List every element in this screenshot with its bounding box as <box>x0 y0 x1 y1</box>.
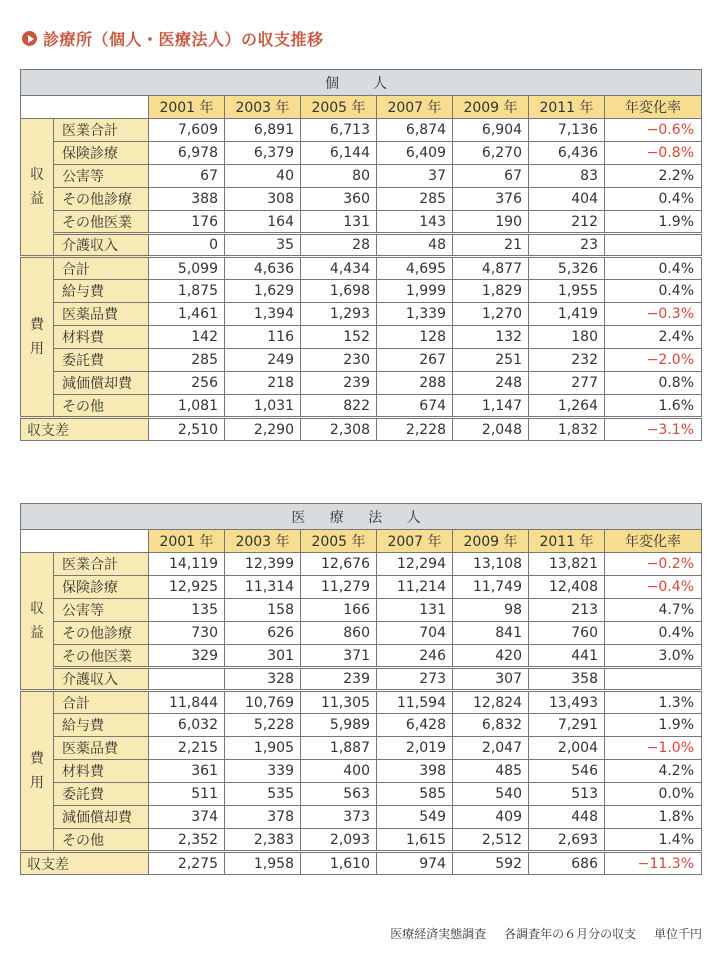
table-row <box>21 714 702 737</box>
value-cell: 546 <box>529 760 605 783</box>
value-cell: 549 <box>377 806 453 829</box>
value-cell: 1,419 <box>529 303 605 326</box>
year-header: 2003 年 <box>225 530 301 553</box>
rate-cell: −0.4% <box>605 576 702 599</box>
value-cell: 164 <box>225 211 301 234</box>
value-cell: 626 <box>225 622 301 645</box>
rate-cell: 0.4% <box>605 622 702 645</box>
value-cell: 230 <box>301 349 377 372</box>
value-cell: 273 <box>377 668 453 691</box>
page-title <box>22 27 324 50</box>
value-cell: 398 <box>377 760 453 783</box>
value-cell: 1,394 <box>225 303 301 326</box>
value-cell: 339 <box>225 760 301 783</box>
value-cell: 11,214 <box>377 576 453 599</box>
value-cell: 6,832 <box>453 714 529 737</box>
rate-cell: −3.1% <box>605 418 702 441</box>
year-header: 2001 年 <box>149 96 225 119</box>
rate-cell: 0.8% <box>605 372 702 395</box>
value-cell: 2,048 <box>453 418 529 441</box>
table-row <box>21 257 702 280</box>
rate-cell: −0.6% <box>605 119 702 142</box>
table-row <box>21 165 702 188</box>
row-label: 委託費 <box>54 783 149 806</box>
rate-cell: −1.0% <box>605 737 702 760</box>
value-cell: 6,379 <box>225 142 301 165</box>
table-row <box>21 326 702 349</box>
value-cell: 80 <box>301 165 377 188</box>
footnote-scope: 各調査年の６月分の収支 <box>504 927 637 941</box>
value-cell: 371 <box>301 645 377 668</box>
row-label: 材料費 <box>54 326 149 349</box>
value-cell: 5,099 <box>149 257 225 280</box>
value-cell: 12,408 <box>529 576 605 599</box>
row-label: 給与費 <box>54 714 149 737</box>
row-label: 医薬品費 <box>54 737 149 760</box>
value-cell: 2,215 <box>149 737 225 760</box>
value-cell: 23 <box>529 234 605 257</box>
value-cell: 5,989 <box>301 714 377 737</box>
rate-header: 年変化率 <box>605 530 702 553</box>
value-cell: 6,904 <box>453 119 529 142</box>
value-cell: 360 <box>301 188 377 211</box>
value-cell: 329 <box>149 645 225 668</box>
value-cell: 540 <box>453 783 529 806</box>
rate-cell: 1.8% <box>605 806 702 829</box>
table-row <box>21 234 702 257</box>
value-cell: 143 <box>377 211 453 234</box>
value-cell: 563 <box>301 783 377 806</box>
value-cell: 2,510 <box>149 418 225 441</box>
value-cell: 374 <box>149 806 225 829</box>
value-cell: 11,594 <box>377 691 453 714</box>
value-cell: 674 <box>377 395 453 418</box>
value-cell: 11,314 <box>225 576 301 599</box>
value-cell: 12,925 <box>149 576 225 599</box>
value-cell: 13,108 <box>453 553 529 576</box>
row-label: 公害等 <box>54 599 149 622</box>
value-cell: 116 <box>225 326 301 349</box>
value-cell: 6,713 <box>301 119 377 142</box>
rate-cell: 1.9% <box>605 714 702 737</box>
value-cell: 166 <box>301 599 377 622</box>
value-cell: 1,887 <box>301 737 377 760</box>
section-header: 個 人 <box>21 70 702 96</box>
value-cell: 1,339 <box>377 303 453 326</box>
year-header: 2001 年 <box>149 530 225 553</box>
rate-cell: 1.6% <box>605 395 702 418</box>
value-cell: 288 <box>377 372 453 395</box>
value-cell: 35 <box>225 234 301 257</box>
value-cell: 28 <box>301 234 377 257</box>
page-title-text: 診療所（個人・医療法人）の収支推移 <box>43 30 324 49</box>
table-row <box>21 142 702 165</box>
rate-cell: −2.0% <box>605 349 702 372</box>
rate-cell: 0.0% <box>605 783 702 806</box>
value-cell: 535 <box>225 783 301 806</box>
value-cell: 7,291 <box>529 714 605 737</box>
value-cell: 592 <box>453 852 529 875</box>
row-label: その他診療 <box>54 622 149 645</box>
value-cell: 135 <box>149 599 225 622</box>
value-cell: 2,352 <box>149 829 225 852</box>
year-header: 2007 年 <box>377 530 453 553</box>
row-label: 合計 <box>54 257 149 280</box>
value-cell: 1,270 <box>453 303 529 326</box>
value-cell: 48 <box>377 234 453 257</box>
row-label: 収支差 <box>21 852 149 875</box>
value-cell: 1,031 <box>225 395 301 418</box>
value-cell: 2,093 <box>301 829 377 852</box>
value-cell: 409 <box>453 806 529 829</box>
footnote-source: 医療経済実態調査 <box>390 927 487 941</box>
value-cell: 860 <box>301 622 377 645</box>
value-cell: 585 <box>377 783 453 806</box>
value-cell: 7,136 <box>529 119 605 142</box>
rate-cell: −0.2% <box>605 553 702 576</box>
rate-cell: 1.9% <box>605 211 702 234</box>
play-circle-icon <box>22 31 37 46</box>
value-cell: 1,955 <box>529 280 605 303</box>
rate-cell: 4.7% <box>605 599 702 622</box>
value-cell: 373 <box>301 806 377 829</box>
value-cell: 40 <box>225 165 301 188</box>
row-label: その他診療 <box>54 188 149 211</box>
table-row <box>21 622 702 645</box>
value-cell: 83 <box>529 165 605 188</box>
revenue-group-label <box>21 553 54 691</box>
footnote <box>376 925 702 942</box>
table-row <box>21 395 702 418</box>
table-row <box>21 418 702 441</box>
row-label: 公害等 <box>54 165 149 188</box>
row-label: 介護収入 <box>54 234 149 257</box>
value-cell: 132 <box>453 326 529 349</box>
value-cell: 4,695 <box>377 257 453 280</box>
revenue-group-text: 収 益 <box>30 601 44 641</box>
value-cell: 441 <box>529 645 605 668</box>
value-cell: 6,874 <box>377 119 453 142</box>
table-row <box>21 852 702 875</box>
rate-cell: 0.4% <box>605 257 702 280</box>
value-cell: 213 <box>529 599 605 622</box>
table-row <box>21 303 702 326</box>
value-cell: 1,905 <box>225 737 301 760</box>
table-row <box>21 119 702 142</box>
rate-cell: 1.3% <box>605 691 702 714</box>
year-header: 2011 年 <box>529 530 605 553</box>
table-row <box>21 645 702 668</box>
value-cell: 7,609 <box>149 119 225 142</box>
value-cell: 6,436 <box>529 142 605 165</box>
rate-cell: 2.4% <box>605 326 702 349</box>
value-cell: 1,461 <box>149 303 225 326</box>
value-cell: 4,877 <box>453 257 529 280</box>
value-cell: 420 <box>453 645 529 668</box>
value-cell: 448 <box>529 806 605 829</box>
value-cell: 246 <box>377 645 453 668</box>
value-cell: 128 <box>377 326 453 349</box>
row-label: その他 <box>54 395 149 418</box>
rate-cell: −0.3% <box>605 303 702 326</box>
value-cell: 1,829 <box>453 280 529 303</box>
table-row <box>21 553 702 576</box>
value-cell: 1,875 <box>149 280 225 303</box>
value-cell: 376 <box>453 188 529 211</box>
rate-cell: 0.4% <box>605 280 702 303</box>
value-cell: 328 <box>225 668 301 691</box>
value-cell: 6,032 <box>149 714 225 737</box>
value-cell: 1,629 <box>225 280 301 303</box>
rate-cell: 3.0% <box>605 645 702 668</box>
value-cell: 404 <box>529 188 605 211</box>
value-cell: 1,264 <box>529 395 605 418</box>
header-blank <box>21 96 149 119</box>
value-cell: 1,081 <box>149 395 225 418</box>
value-cell: 5,228 <box>225 714 301 737</box>
value-cell: 358 <box>529 668 605 691</box>
value-cell: 1,615 <box>377 829 453 852</box>
revenue-group-label <box>21 119 54 257</box>
value-cell: 11,749 <box>453 576 529 599</box>
table-row <box>21 280 702 303</box>
value-cell: 361 <box>149 760 225 783</box>
value-cell: 239 <box>301 668 377 691</box>
table-row <box>21 211 702 234</box>
value-cell: 67 <box>453 165 529 188</box>
value-cell: 13,493 <box>529 691 605 714</box>
row-label: 減価償却費 <box>54 806 149 829</box>
value-cell: 10,769 <box>225 691 301 714</box>
expense-group-text: 費 用 <box>30 317 44 357</box>
value-cell: 4,636 <box>225 257 301 280</box>
row-label: 介護収入 <box>54 668 149 691</box>
value-cell: 974 <box>377 852 453 875</box>
table-individual <box>20 69 702 441</box>
value-cell: 841 <box>453 622 529 645</box>
value-cell: 12,399 <box>225 553 301 576</box>
value-cell: 308 <box>225 188 301 211</box>
year-header: 2005 年 <box>301 530 377 553</box>
value-cell: 2,019 <box>377 737 453 760</box>
rate-cell: −0.8% <box>605 142 702 165</box>
value-cell: 285 <box>149 349 225 372</box>
value-cell: 378 <box>225 806 301 829</box>
table-row <box>21 691 702 714</box>
value-cell: 212 <box>529 211 605 234</box>
value-cell: 142 <box>149 326 225 349</box>
value-cell: 6,891 <box>225 119 301 142</box>
value-cell: 11,844 <box>149 691 225 714</box>
year-header: 2009 年 <box>453 96 529 119</box>
table-row <box>21 806 702 829</box>
value-cell: 485 <box>453 760 529 783</box>
row-label: その他 <box>54 829 149 852</box>
value-cell: 249 <box>225 349 301 372</box>
expense-group-label <box>21 691 54 852</box>
table-medical-corporation <box>20 503 702 875</box>
row-label: その他医業 <box>54 645 149 668</box>
value-cell: 2,290 <box>225 418 301 441</box>
year-header: 2009 年 <box>453 530 529 553</box>
value-cell: 1,698 <box>301 280 377 303</box>
value-cell: 13,821 <box>529 553 605 576</box>
table-row <box>21 576 702 599</box>
table-row <box>21 188 702 211</box>
year-header: 2007 年 <box>377 96 453 119</box>
value-cell: 131 <box>301 211 377 234</box>
rate-cell <box>605 234 702 257</box>
value-cell: 4,434 <box>301 257 377 280</box>
value-cell: 11,279 <box>301 576 377 599</box>
value-cell: 190 <box>453 211 529 234</box>
value-cell: 730 <box>149 622 225 645</box>
rate-cell: 2.2% <box>605 165 702 188</box>
value-cell: 251 <box>453 349 529 372</box>
value-cell: 2,308 <box>301 418 377 441</box>
row-label: その他医業 <box>54 211 149 234</box>
header-blank <box>21 530 149 553</box>
value-cell: 14,119 <box>149 553 225 576</box>
value-cell: 12,676 <box>301 553 377 576</box>
row-label: 保険診療 <box>54 142 149 165</box>
value-cell: 5,326 <box>529 257 605 280</box>
value-cell: 11,305 <box>301 691 377 714</box>
value-cell: 12,294 <box>377 553 453 576</box>
table-row <box>21 737 702 760</box>
value-cell: 176 <box>149 211 225 234</box>
section-header: 医 療 法 人 <box>21 504 702 530</box>
value-cell: 67 <box>149 165 225 188</box>
expense-group-label <box>21 257 54 418</box>
value-cell: 239 <box>301 372 377 395</box>
value-cell: 98 <box>453 599 529 622</box>
value-cell: 704 <box>377 622 453 645</box>
value-cell: 1,610 <box>301 852 377 875</box>
value-cell: 1,832 <box>529 418 605 441</box>
table-row <box>21 829 702 852</box>
value-cell: 822 <box>301 395 377 418</box>
revenue-group-text: 収 益 <box>30 167 44 207</box>
rate-header: 年変化率 <box>605 96 702 119</box>
year-header: 2003 年 <box>225 96 301 119</box>
rate-cell: −11.3% <box>605 852 702 875</box>
value-cell: 21 <box>453 234 529 257</box>
table-row <box>21 599 702 622</box>
value-cell: 6,144 <box>301 142 377 165</box>
value-cell: 2,047 <box>453 737 529 760</box>
value-cell: 12,824 <box>453 691 529 714</box>
value-cell: 0 <box>149 234 225 257</box>
row-label: 合計 <box>54 691 149 714</box>
value-cell: 2,693 <box>529 829 605 852</box>
value-cell: 388 <box>149 188 225 211</box>
value-cell: 180 <box>529 326 605 349</box>
rate-cell: 4.2% <box>605 760 702 783</box>
expense-group-text: 費 用 <box>30 751 44 791</box>
value-cell: 1,958 <box>225 852 301 875</box>
value-cell: 301 <box>225 645 301 668</box>
value-cell: 152 <box>301 326 377 349</box>
value-cell: 2,004 <box>529 737 605 760</box>
value-cell: 6,409 <box>377 142 453 165</box>
value-cell: 285 <box>377 188 453 211</box>
year-header: 2005 年 <box>301 96 377 119</box>
value-cell: 131 <box>377 599 453 622</box>
table-row <box>21 760 702 783</box>
value-cell: 267 <box>377 349 453 372</box>
rate-cell: 1.4% <box>605 829 702 852</box>
value-cell: 1,999 <box>377 280 453 303</box>
footnote-unit: 単位千円 <box>653 927 702 941</box>
value-cell: 686 <box>529 852 605 875</box>
value-cell <box>149 668 225 691</box>
year-header: 2011 年 <box>529 96 605 119</box>
row-label: 医業合計 <box>54 119 149 142</box>
row-label: 収支差 <box>21 418 149 441</box>
value-cell: 2,275 <box>149 852 225 875</box>
row-label: 保険診療 <box>54 576 149 599</box>
row-label: 材料費 <box>54 760 149 783</box>
value-cell: 6,428 <box>377 714 453 737</box>
row-label: 医薬品費 <box>54 303 149 326</box>
value-cell: 307 <box>453 668 529 691</box>
value-cell: 37 <box>377 165 453 188</box>
value-cell: 277 <box>529 372 605 395</box>
value-cell: 511 <box>149 783 225 806</box>
rate-cell: 0.4% <box>605 188 702 211</box>
value-cell: 232 <box>529 349 605 372</box>
value-cell: 248 <box>453 372 529 395</box>
value-cell: 6,978 <box>149 142 225 165</box>
value-cell: 760 <box>529 622 605 645</box>
table-row <box>21 349 702 372</box>
value-cell: 2,228 <box>377 418 453 441</box>
value-cell: 158 <box>225 599 301 622</box>
value-cell: 513 <box>529 783 605 806</box>
row-label: 減価償却費 <box>54 372 149 395</box>
value-cell: 400 <box>301 760 377 783</box>
table-row <box>21 668 702 691</box>
value-cell: 2,383 <box>225 829 301 852</box>
value-cell: 1,147 <box>453 395 529 418</box>
row-label: 委託費 <box>54 349 149 372</box>
table-row <box>21 783 702 806</box>
value-cell: 256 <box>149 372 225 395</box>
value-cell: 1,293 <box>301 303 377 326</box>
value-cell: 218 <box>225 372 301 395</box>
rate-cell <box>605 668 702 691</box>
value-cell: 2,512 <box>453 829 529 852</box>
row-label: 医業合計 <box>54 553 149 576</box>
table-row <box>21 372 702 395</box>
row-label: 給与費 <box>54 280 149 303</box>
value-cell: 6,270 <box>453 142 529 165</box>
